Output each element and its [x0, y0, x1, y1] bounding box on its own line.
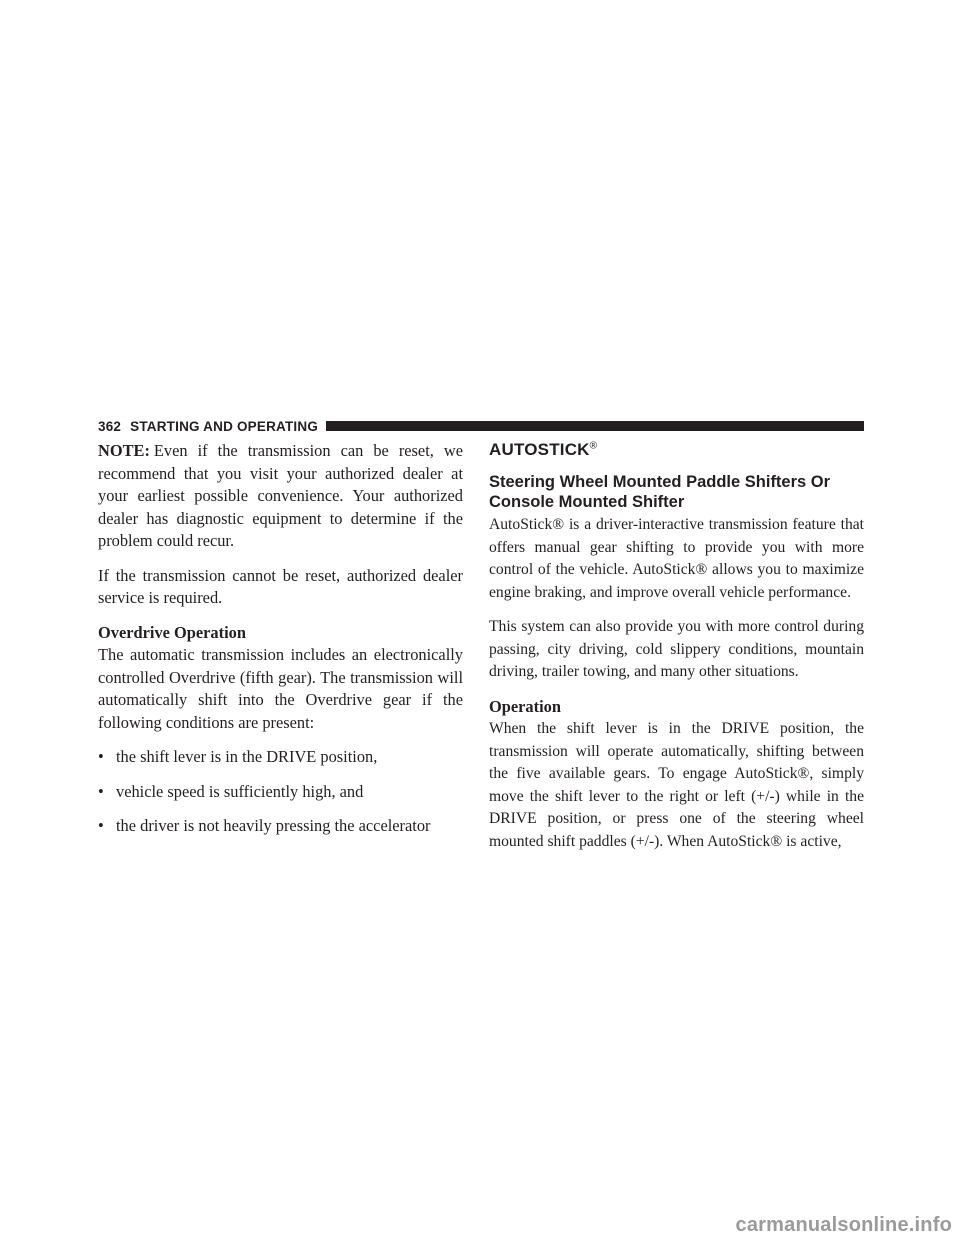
autostick-intro-paragraph: AutoStick® is a driver-interactive transmission feature that offers manual gear shifting to provide you with more control of the vehicle. AutoStick® allows you to maximize engine braking, and improve overall vehicle performance.	[489, 516, 864, 601]
bullet-icon: •	[98, 781, 104, 801]
left-column	[98, 440, 463, 850]
right-column	[489, 440, 864, 865]
overdrive-heading: Overdrive Operation	[98, 622, 246, 642]
note-label: NOTE:	[98, 441, 150, 460]
section-title-text: AUTOSTICK	[489, 440, 590, 459]
operation-paragraph: When the shift lever is in the DRIVE position, the transmission will operate automatically, shifting between the five available gears. To engage AutoStick®, simply move the shift lever to the right or left (+/-) while in the DRIVE position, or press one of the steering wheel mounted shift paddles (+/-). When AutoStick® is active,	[489, 720, 864, 850]
list-item-text: vehicle speed is sufficiently high, and	[116, 781, 364, 801]
list-item	[98, 746, 463, 769]
list-item-text: the driver is not heavily pressing the accelerator	[116, 816, 431, 835]
page-number: 362	[98, 418, 122, 434]
bullet-icon: •	[98, 816, 104, 835]
note-text: Even if the transmission can be reset, we recommend that you visit your authorized dealer at your earliest possible convenience. Your authorized dealer has diagnostic equipment to determine if the problem could recur.	[98, 441, 463, 550]
autostick-section-title	[489, 440, 864, 460]
header-rule	[326, 421, 864, 431]
note-paragraph	[98, 440, 463, 553]
conditions-list	[98, 746, 463, 838]
list-item	[98, 781, 463, 804]
page-header	[98, 418, 864, 434]
registered-mark: ®	[589, 440, 598, 452]
overdrive-paragraph: The automatic transmission includes an electronically controlled Overdrive (fifth gear). The transmission will automatically shift into the Overdrive gear if the following conditions are present:	[98, 645, 463, 732]
list-item	[98, 815, 463, 838]
bullet-icon: •	[98, 747, 104, 766]
paddle-shifters-subsection-title: Steering Wheel Mounted Paddle Shifters Or Console Mounted Shifter	[489, 473, 831, 511]
section-header-title: STARTING AND OPERATING	[130, 418, 319, 434]
site-watermark: carmanualsonline.info	[735, 1214, 952, 1236]
list-item-text: the shift lever is in the DRIVE position,	[116, 747, 378, 766]
operation-heading: Operation	[489, 696, 561, 716]
reset-paragraph: If the transmission cannot be reset, authorized dealer service is required.	[98, 565, 463, 607]
autostick-control-paragraph: This system can also provide you with more control during passing, city driving, cold slippery conditions, mountain driving, trailer towing, and many other situations.	[489, 618, 864, 680]
